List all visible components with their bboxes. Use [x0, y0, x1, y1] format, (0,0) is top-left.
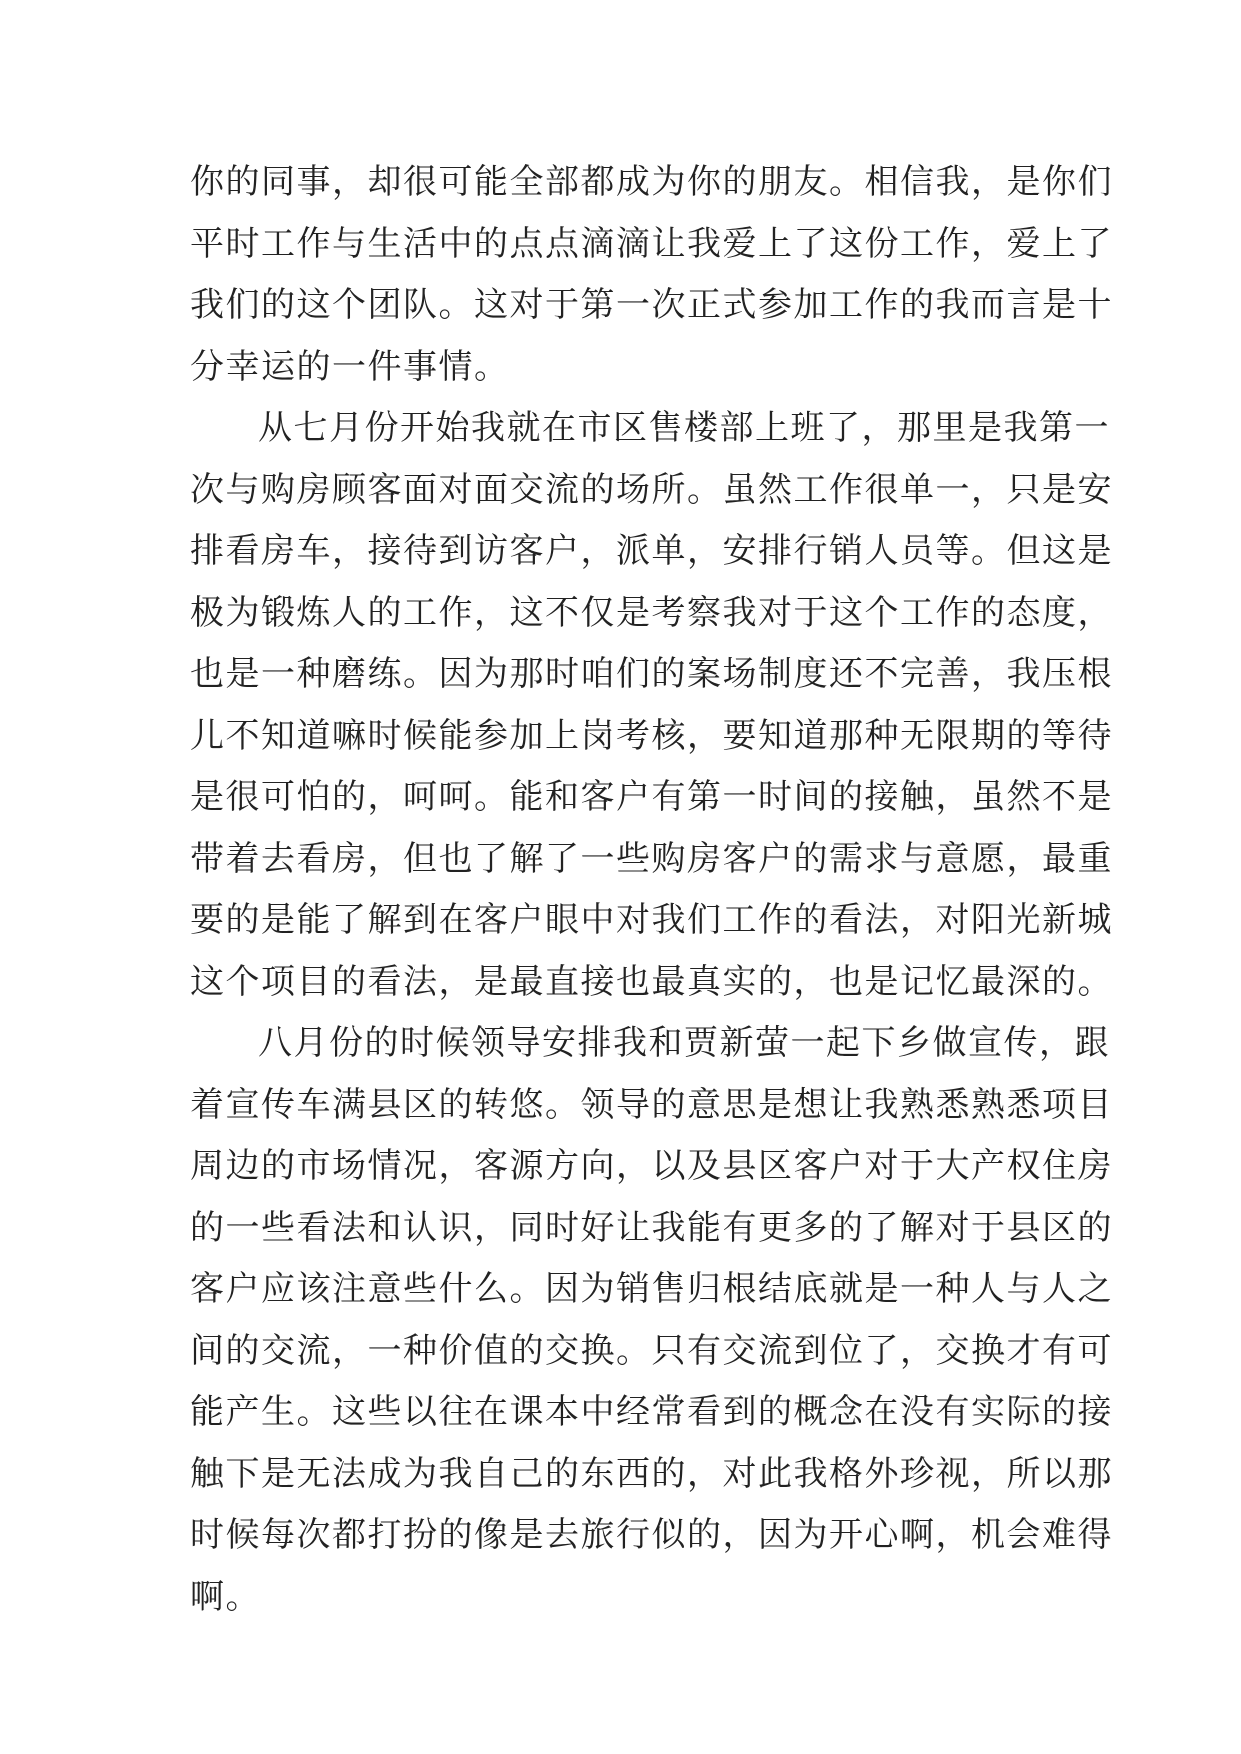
text-line: 这个项目的看法，是最直接也最真实的，也是记忆最深的。	[190, 961, 1113, 1002]
text-line: 排看房车，接待到访客户，派单，安排行销人员等。但这是	[190, 531, 1113, 571]
text-line: 的一些看法和认识，同时好让我能有更多的了解对于县区的	[190, 1207, 1113, 1248]
text-line: 着宣传车满县区的转悠。领导的意思是想让我熟悉熟悉项目	[190, 1084, 1113, 1125]
text-line: 极为锻炼人的工作，这不仅是考察我对于这个工作的态度，	[190, 592, 1113, 633]
text-line: 客户应该注意些什么。因为销售归根结底就是一种人与人之	[190, 1269, 1113, 1309]
text-line: 时候每次都打扮的像是去旅行似的，因为开心啊，机会难得	[190, 1515, 1113, 1555]
paragraph-first-line: 从七月份开始我就在市区售楼部上班了，那里是我第一	[258, 408, 1110, 448]
text-line: 是很可怕的，呵呵。能和客户有第一时间的接触，虽然不是	[190, 777, 1113, 817]
text-line: 儿不知道嘛时候能参加上岗考核，要知道那种无限期的等待	[190, 715, 1113, 756]
text-line: 带着去看房，但也了解了一些购房客户的需求与意愿，最重	[190, 838, 1113, 879]
text-line: 啊。	[190, 1576, 261, 1617]
text-line: 也是一种磨练。因为那时咱们的案场制度还不完善，我压根	[190, 654, 1113, 694]
text-line: 我们的这个团队。这对于第一次正式参加工作的我而言是十	[190, 285, 1113, 325]
text-line: 间的交流，一种价值的交换。只有交流到位了，交换才有可	[190, 1330, 1113, 1371]
text-line: 你的同事，却很可能全部都成为你的朋友。相信我，是你们	[190, 162, 1113, 202]
text-line: 分幸运的一件事情。	[190, 346, 510, 387]
text-line: 能产生。这些以往在课本中经常看到的概念在没有实际的接	[190, 1392, 1113, 1432]
body-text	[190, 152, 1113, 1628]
text-line: 触下是无法成为我自己的东西的，对此我格外珍视，所以那	[190, 1453, 1113, 1494]
text-line: 平时工作与生活中的点点滴滴让我爱上了这份工作，爱上了	[190, 223, 1113, 264]
text-line: 周边的市场情况，客源方向，以及县区客户对于大产权住房	[190, 1146, 1113, 1186]
paragraph-first-line: 八月份的时候领导安排我和贾新萤一起下乡做宣传，跟	[258, 1023, 1110, 1063]
text-line: 次与购房顾客面对面交流的场所。虽然工作很单一，只是安	[190, 469, 1113, 510]
text-line: 要的是能了解到在客户眼中对我们工作的看法，对阳光新城	[190, 900, 1113, 940]
